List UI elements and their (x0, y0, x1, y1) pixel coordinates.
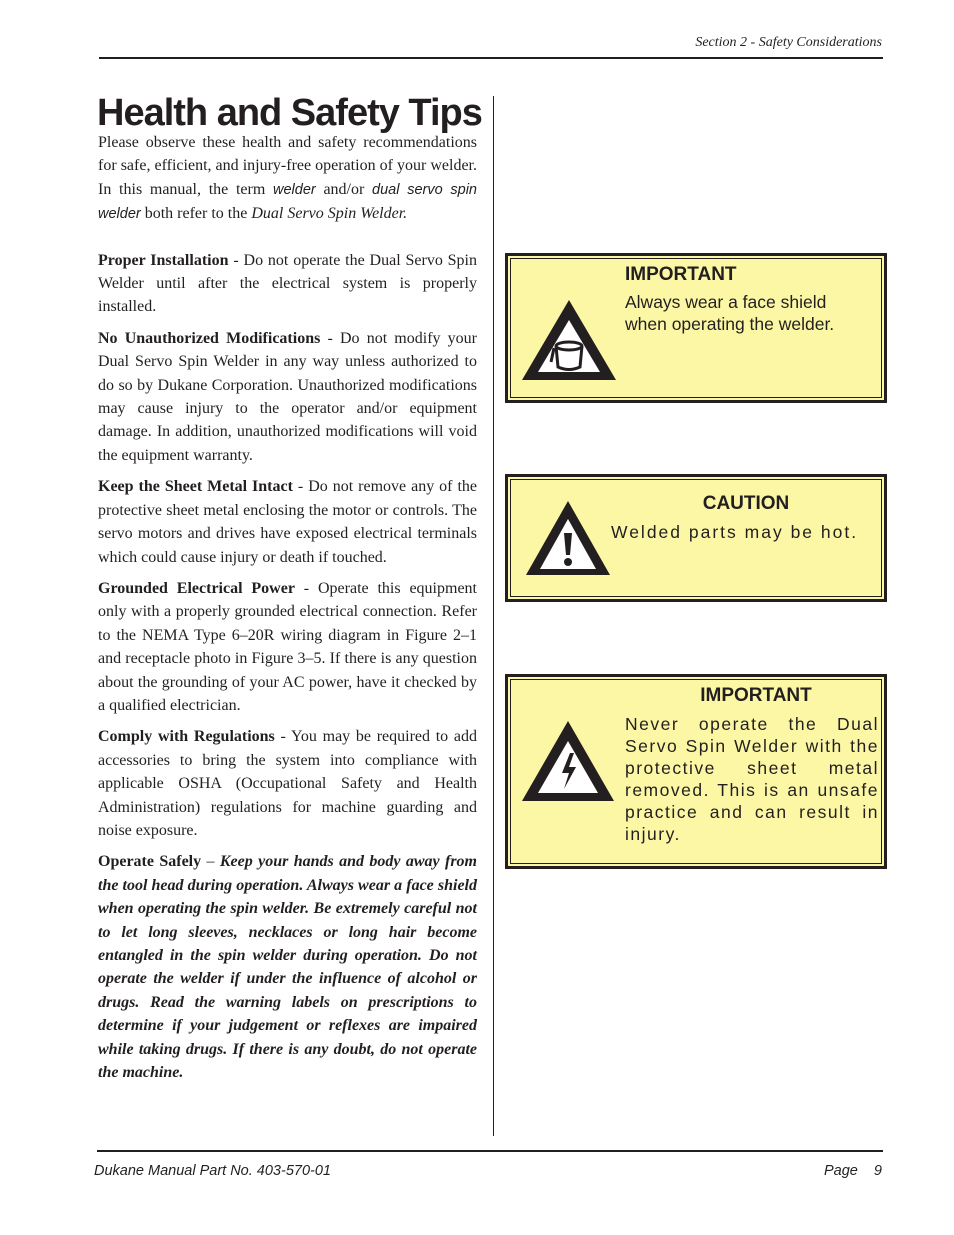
tip-label: Comply with Regulations (98, 728, 275, 746)
tip-grounded-electrical-power (98, 577, 477, 717)
lightning-bolt-icon (518, 717, 618, 805)
intro-text: Please observe these health and safety recommendations for safe, efficient, and injury-free operation of your welder. In this manual, the term (98, 134, 477, 198)
important-box-face-shield (505, 253, 887, 403)
tip-no-unauthorized-modifications (98, 327, 477, 467)
box-heading: CAUTION (702, 493, 790, 514)
tip-label: No Unauthorized Modifications (98, 329, 321, 347)
intro-text: and/or (315, 180, 373, 198)
footer-page-number: Page 9 (823, 1163, 882, 1179)
intro-term-dual-servo: dual servo spin welder (98, 181, 477, 223)
running-header: Section 2 - Safety Considerations (695, 35, 882, 50)
intro-text: both refer to the (140, 205, 252, 223)
box-heading: IMPORTANT (625, 264, 737, 285)
tip-label: Operate Safely (98, 853, 202, 871)
tip-proper-installation (98, 249, 477, 319)
tip-text: - Do not operate the Dual Servo Spin Welder until after the electrical system is properly installed. (98, 251, 478, 316)
intro-product-name: Dual Servo Spin Welder. (251, 205, 408, 223)
left-column (98, 131, 477, 1092)
box-text: Never operate the Dual Servo Spin Welder with the protective sheet metal removed. This is an unsafe practice and can result in injury. (625, 714, 879, 844)
tip-text: - Operate this equipment only with a properly grounded electrical connection. Refer to the NEMA Type 6–20R wiring diagram in Figure 2–1 and receptacle photo in Figure 3–5. If there is any question about the grounding of your AC power, have it checked by a qualified electrician. (98, 579, 477, 714)
box-heading: IMPORTANT (700, 685, 812, 706)
box-text: Welded parts may be hot. (611, 522, 859, 542)
box-text: Always wear a face shield when operating the welder. (625, 292, 835, 334)
footer-rule (97, 1150, 883, 1152)
tip-operate-safely (98, 850, 477, 1084)
header-rule (99, 57, 883, 59)
tip-text: - Do not modify your Dual Servo Spin Welder in any way unless authorized to do so by Dukane Corporation. Unauthorized modifications may cause injury to the operator and/or equipment damage. In addition, unauthorized modifications will void the equipment warranty. (98, 329, 478, 464)
caution-box-hot-parts (505, 474, 887, 602)
tip-keep-sheet-metal-intact (98, 475, 477, 569)
tip-label: Proper Installation (98, 251, 229, 269)
tip-text: - Do not remove any of the protective sheet metal enclosing the motor or controls. The servo motors and drives have exposed electrical terminals which could cause injury or death if touched. (98, 478, 477, 566)
tip-label: Keep the Sheet Metal Intact (98, 478, 293, 496)
tip-text: - You may be required to add accessories to bring the system into compliance with applicable OSHA (Occupational Safety and Health Administration) regulations for machine guarding and noise exposure. (98, 728, 478, 839)
tip-comply-with-regulations (98, 725, 477, 842)
face-shield-icon (518, 296, 620, 384)
intro-term-welder: welder (273, 181, 316, 198)
tip-text: Keep your hands and body away from the tool head during operation. Always wear a face shield when operating the spin welder. Be extremely careful not to let long sleeves, necklaces or long hair become entangled in the spin welder during operation. Do not operate the welder if under the influence of alcohol or drugs. Read the warning labels on prescriptions to determine if your judgement or reflexes are impaired while taking drugs. If there is any doubt, do not operate the machine. (98, 853, 478, 1082)
important-box-sheet-metal (505, 674, 887, 869)
intro-paragraph (98, 131, 477, 227)
page-title: Health and Safety Tips (97, 92, 482, 134)
tip-label: Grounded Electrical Power (98, 579, 295, 597)
footer-part-number: Dukane Manual Part No. 403-570-01 (94, 1163, 331, 1179)
column-divider (493, 96, 494, 1136)
tip-dash: – (201, 853, 220, 871)
